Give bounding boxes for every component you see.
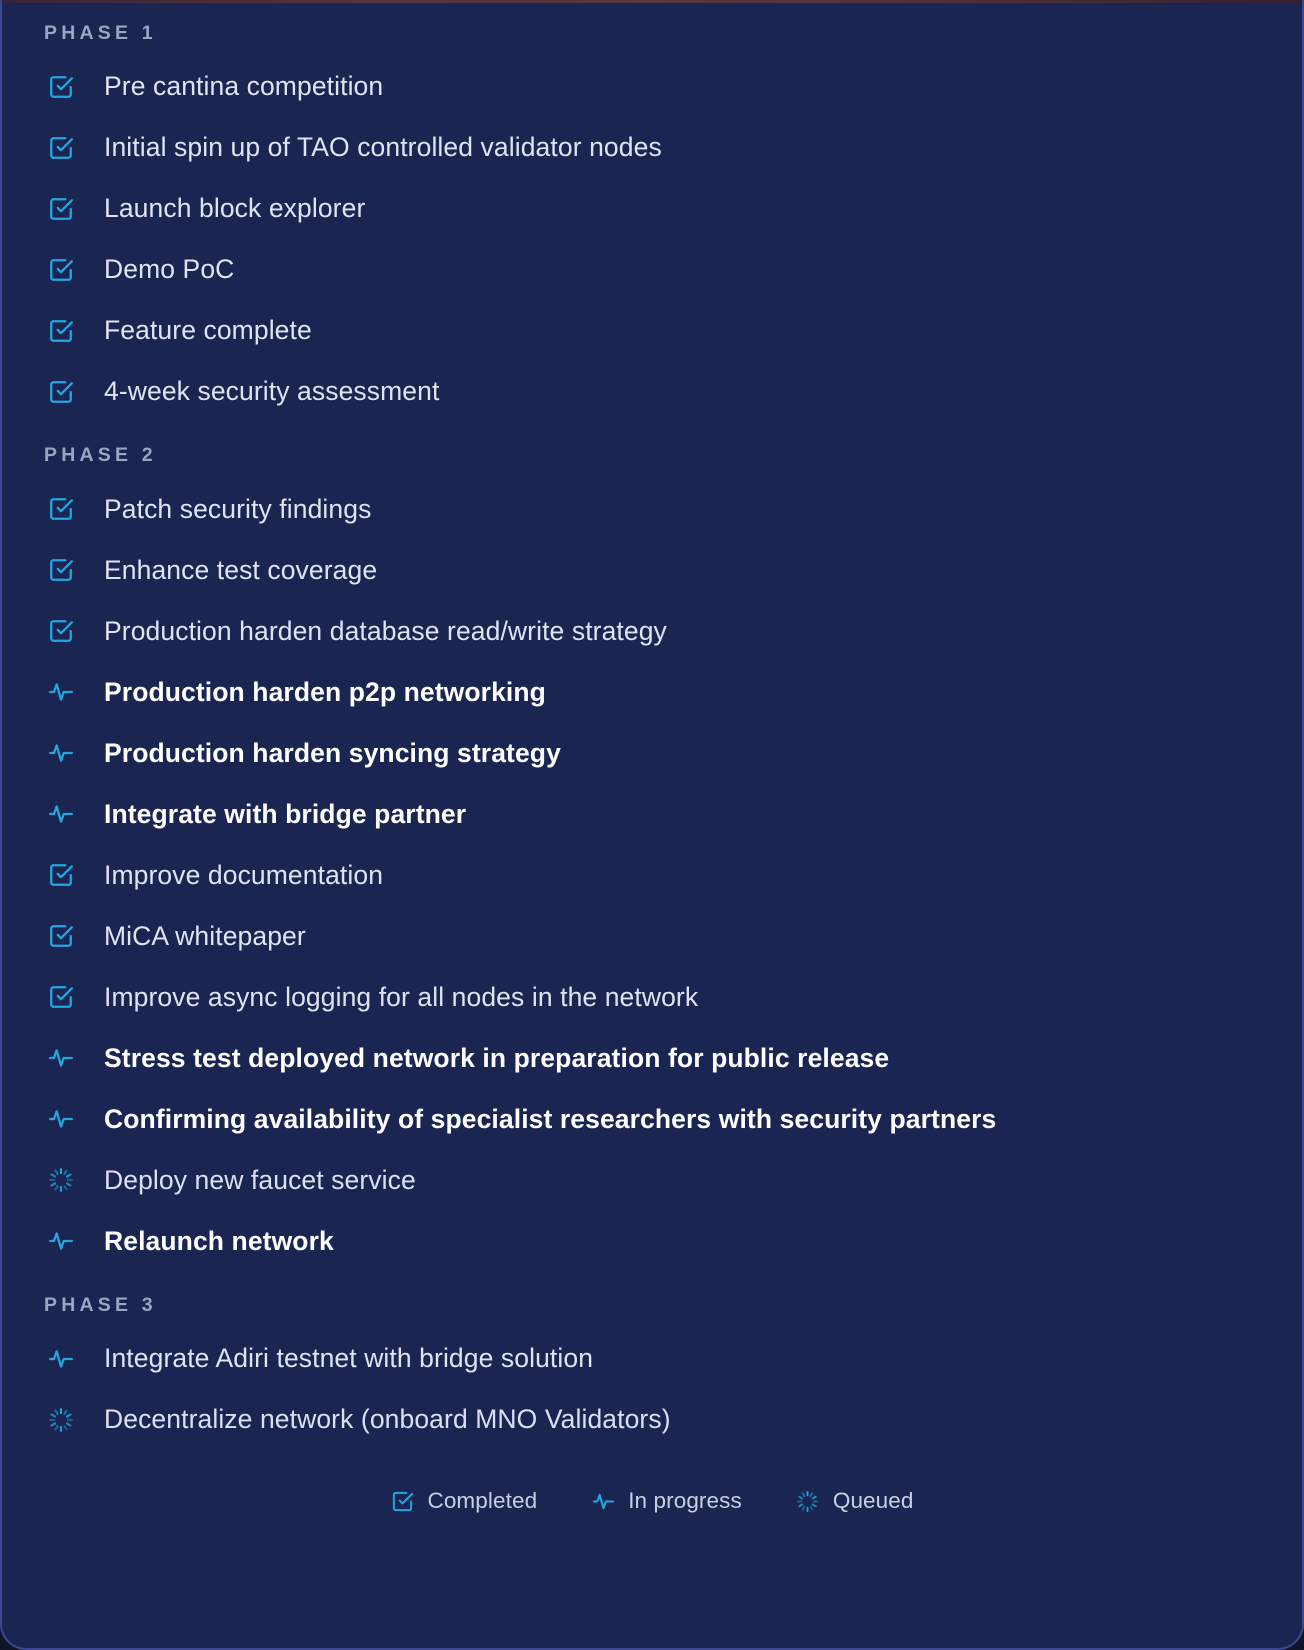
activity-pulse-icon bbox=[48, 1228, 74, 1254]
roadmap-item bbox=[42, 662, 1262, 723]
roadmap-item bbox=[42, 56, 1262, 117]
phase-group bbox=[42, 18, 1262, 422]
roadmap-item-label: Production harden p2p networking bbox=[104, 676, 546, 707]
check-square-icon bbox=[48, 862, 74, 888]
roadmap-item-list bbox=[42, 479, 1262, 1272]
roadmap-item-label: Confirming availability of specialist researchers with security partners bbox=[104, 1103, 997, 1134]
roadmap-item bbox=[42, 967, 1262, 1028]
roadmap-item bbox=[42, 1028, 1262, 1089]
roadmap-item bbox=[42, 117, 1262, 178]
activity-pulse-icon bbox=[591, 1489, 615, 1513]
check-square-icon bbox=[48, 318, 74, 344]
roadmap-item-list bbox=[42, 56, 1262, 422]
loader-spinner-icon bbox=[48, 1167, 74, 1193]
roadmap-item bbox=[42, 1089, 1262, 1150]
check-square-icon bbox=[48, 923, 74, 949]
roadmap-item bbox=[42, 361, 1262, 422]
legend-entry-completed bbox=[390, 1488, 537, 1514]
phase-heading: PHASE 2 bbox=[44, 444, 157, 467]
roadmap-item-label: Enhance test coverage bbox=[104, 554, 378, 585]
check-square-icon bbox=[48, 557, 74, 583]
roadmap-item bbox=[42, 784, 1262, 845]
check-square-icon bbox=[48, 196, 74, 222]
phase-heading: PHASE 3 bbox=[44, 1293, 157, 1316]
check-square-icon bbox=[48, 379, 74, 405]
roadmap-item bbox=[42, 540, 1262, 601]
phase-list bbox=[42, 18, 1262, 1450]
roadmap-item bbox=[42, 1389, 1262, 1450]
activity-pulse-icon bbox=[48, 679, 74, 705]
roadmap-item bbox=[42, 845, 1262, 906]
roadmap-item-label: Relaunch network bbox=[104, 1225, 334, 1256]
roadmap-item-label: 4-week security assessment bbox=[104, 376, 440, 407]
roadmap-item-label: Production harden syncing strategy bbox=[104, 737, 561, 768]
roadmap-item-label: Initial spin up of TAO controlled validator nodes bbox=[104, 132, 662, 163]
roadmap-item-label: Launch block explorer bbox=[104, 193, 366, 224]
roadmap-item-label: Pre cantina competition bbox=[104, 71, 384, 102]
roadmap-item-label: Feature complete bbox=[104, 315, 312, 346]
roadmap-item bbox=[42, 723, 1262, 784]
roadmap-item-label: Improve documentation bbox=[104, 859, 384, 890]
phase-group bbox=[42, 1272, 1262, 1450]
roadmap-item bbox=[42, 479, 1262, 540]
activity-pulse-icon bbox=[48, 1106, 74, 1132]
status-legend bbox=[42, 1450, 1262, 1540]
check-square-icon bbox=[390, 1489, 414, 1513]
loader-spinner-icon bbox=[48, 1407, 74, 1433]
roadmap-item bbox=[42, 178, 1262, 239]
roadmap-item bbox=[42, 601, 1262, 662]
legend-label: Queued bbox=[832, 1488, 914, 1514]
roadmap-item bbox=[42, 300, 1262, 361]
roadmap-item-label: MiCA whitepaper bbox=[104, 920, 306, 951]
roadmap-item bbox=[42, 1328, 1262, 1389]
roadmap-item-label: Integrate Adiri testnet with bridge solution bbox=[104, 1343, 594, 1374]
activity-pulse-icon bbox=[48, 1045, 74, 1071]
roadmap-item bbox=[42, 1211, 1262, 1272]
phase-heading: PHASE 1 bbox=[44, 22, 157, 44]
roadmap-item-label: Production harden database read/write strategy bbox=[104, 615, 667, 646]
roadmap-item-label: Improve async logging for all nodes in the network bbox=[104, 981, 699, 1012]
legend-entry-queued bbox=[796, 1488, 914, 1514]
check-square-icon bbox=[48, 984, 74, 1010]
legend-entry-in-progress bbox=[591, 1488, 742, 1514]
roadmap-item-label: Decentralize network (onboard MNO Validators) bbox=[104, 1404, 671, 1435]
check-square-icon bbox=[48, 496, 74, 522]
legend-label: In progress bbox=[628, 1488, 742, 1514]
activity-pulse-icon bbox=[48, 1346, 74, 1372]
activity-pulse-icon bbox=[48, 801, 74, 827]
roadmap-item-label: Integrate with bridge partner bbox=[104, 798, 467, 829]
roadmap-item-list bbox=[42, 1328, 1262, 1450]
roadmap-item-label: Deploy new faucet service bbox=[104, 1164, 416, 1195]
roadmap-item-label: Patch security findings bbox=[104, 493, 372, 524]
check-square-icon bbox=[48, 257, 74, 283]
roadmap-content bbox=[2, 0, 1302, 1540]
phase-group bbox=[42, 422, 1262, 1271]
check-square-icon bbox=[48, 618, 74, 644]
legend-label: Completed bbox=[427, 1488, 538, 1514]
roadmap-item-label: Stress test deployed network in preparation for public release bbox=[104, 1042, 890, 1073]
roadmap-item bbox=[42, 239, 1262, 300]
roadmap-item bbox=[42, 1150, 1262, 1211]
activity-pulse-icon bbox=[48, 740, 74, 766]
check-square-icon bbox=[48, 135, 74, 161]
roadmap-item-label: Demo PoC bbox=[104, 254, 235, 285]
roadmap-item bbox=[42, 906, 1262, 967]
check-square-icon bbox=[48, 74, 74, 100]
loader-spinner-icon bbox=[796, 1489, 820, 1513]
